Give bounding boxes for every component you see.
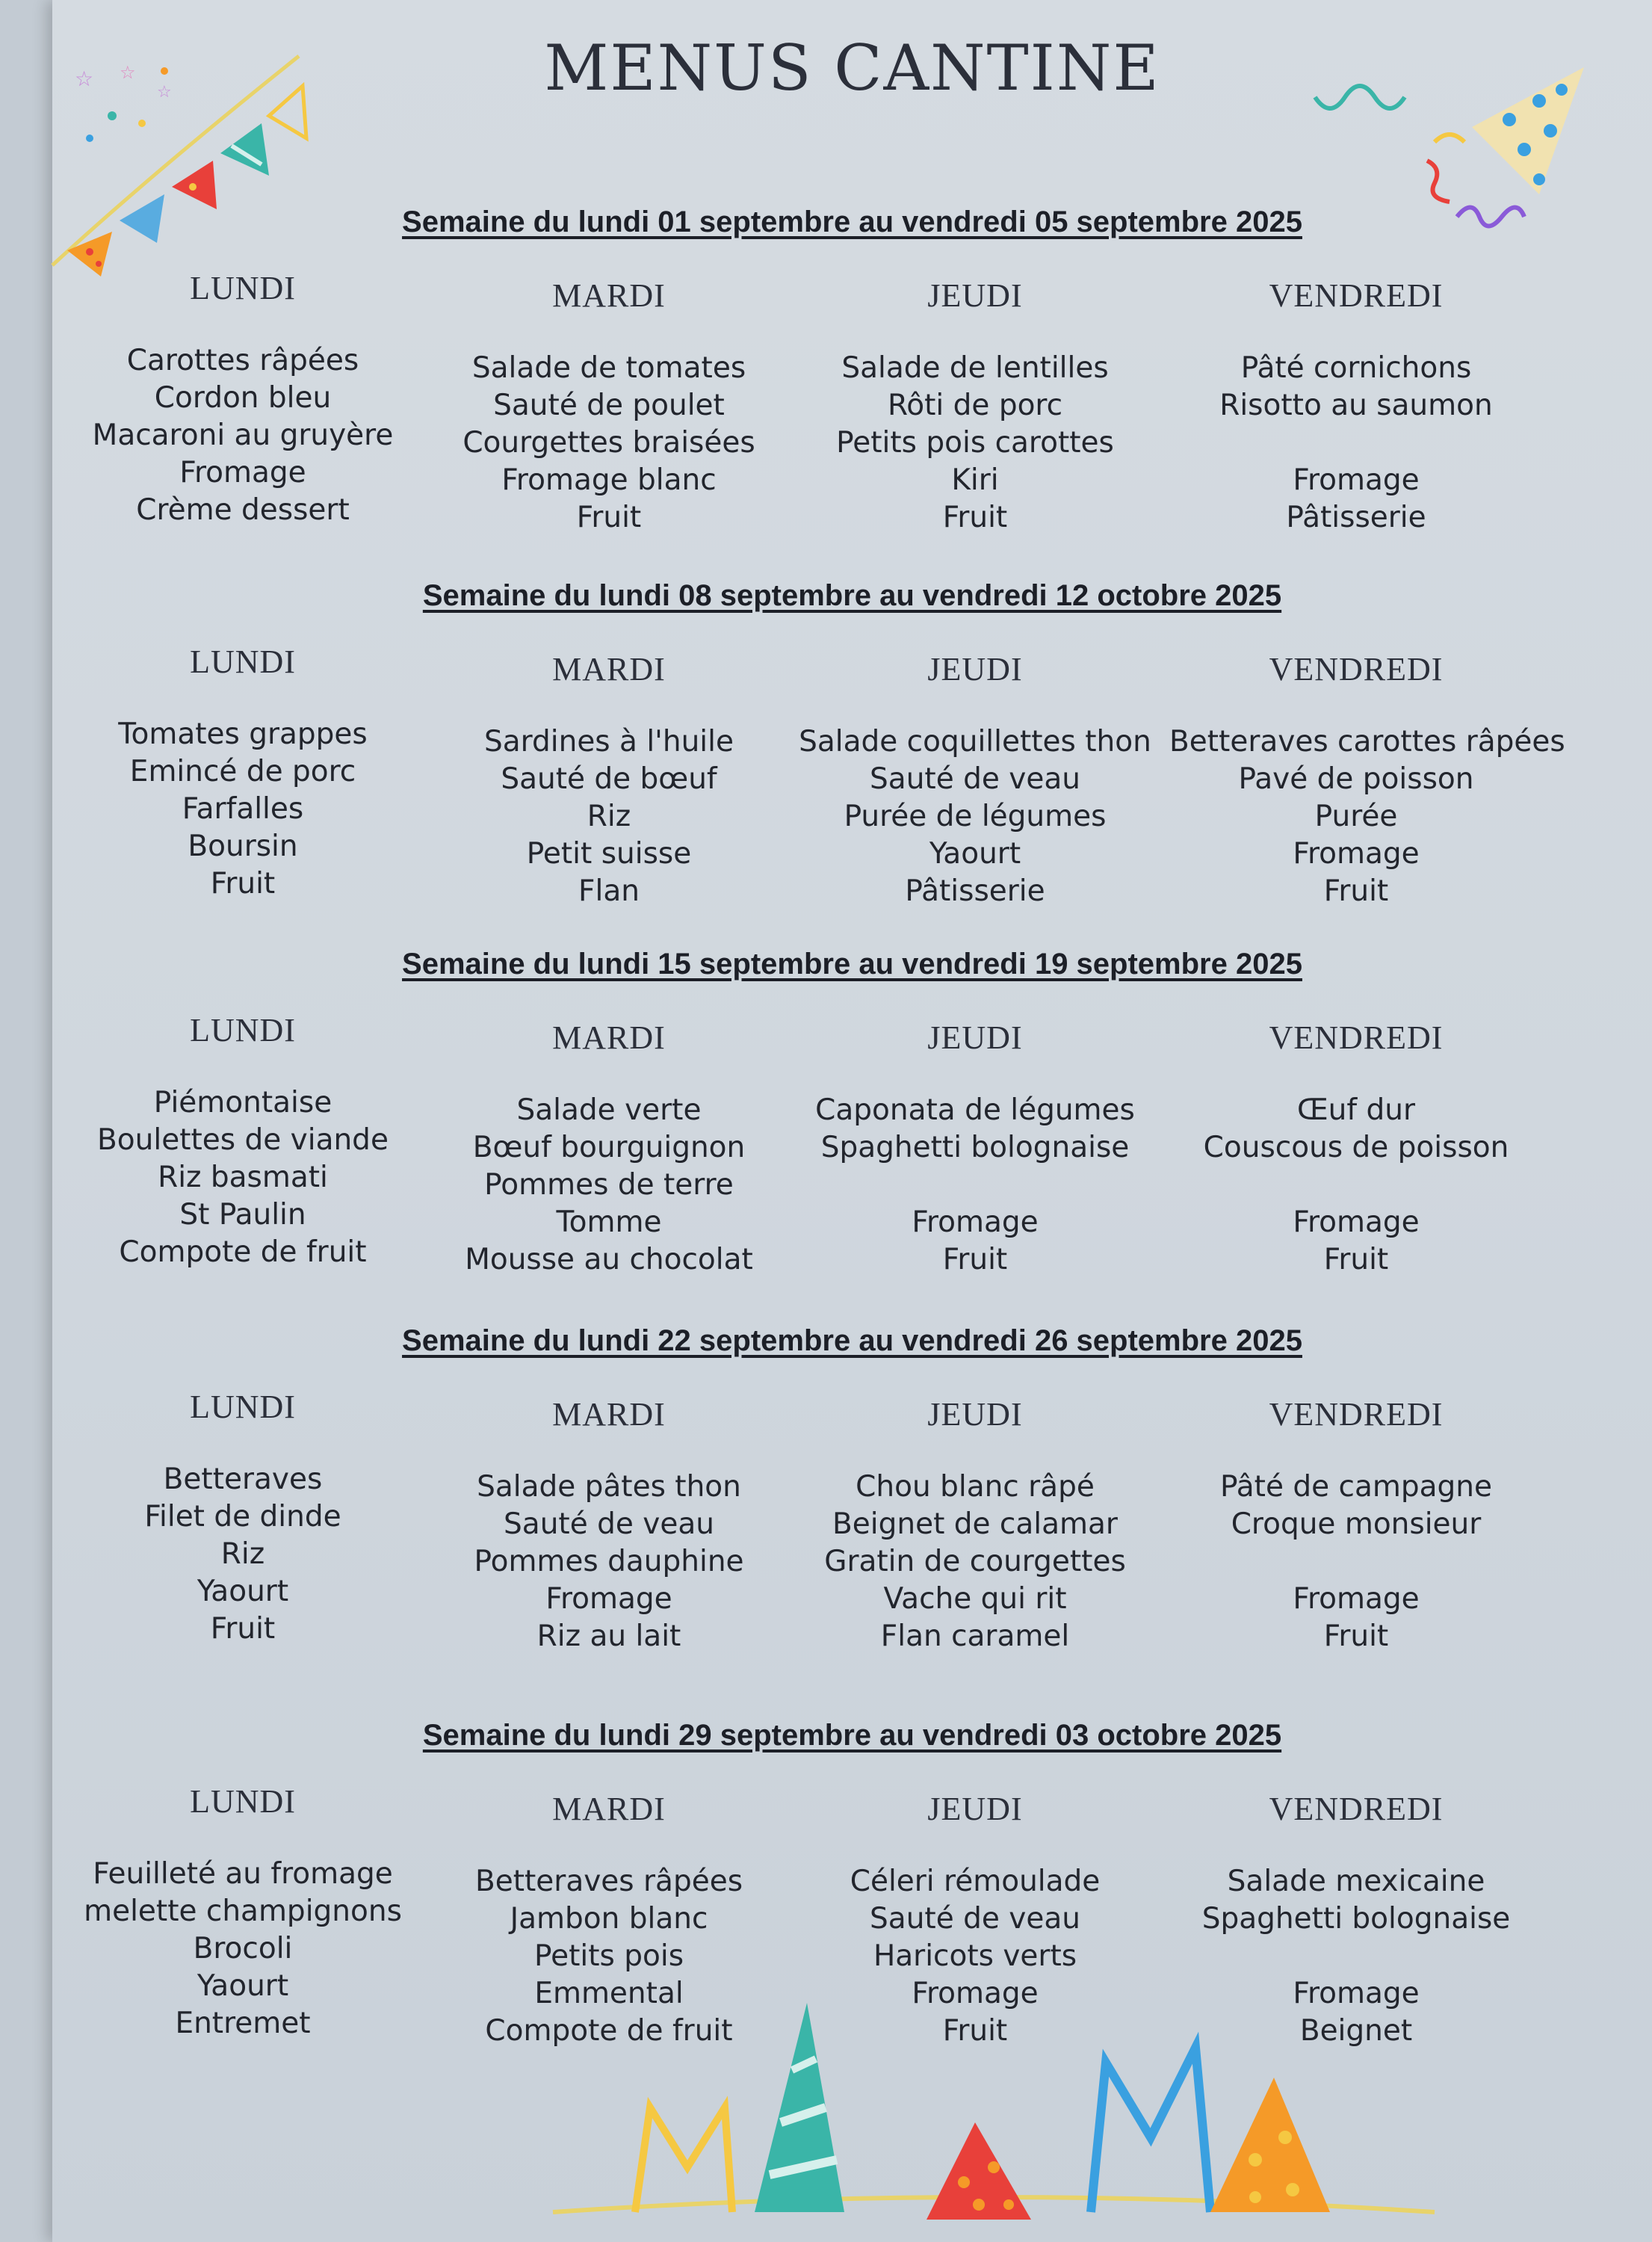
- dish-item: Fruit: [210, 1612, 276, 1646]
- dish-item: Emmental: [534, 1977, 684, 2010]
- dish-item: Fromage: [1293, 837, 1420, 871]
- day-name: LUNDI: [190, 270, 296, 306]
- week-heading: Semaine du lundi 22 septembre au vendredi 26 septembre 2025: [402, 1324, 1302, 1357]
- dish-item: Sauté de bœuf: [501, 762, 717, 796]
- dish-item: Haricots verts: [873, 1939, 1077, 1973]
- dish-item: Pavé de poisson: [1238, 762, 1474, 796]
- dish-item: Céleri rémoulade: [850, 1865, 1101, 1898]
- dish-item: Petits pois carottes: [836, 426, 1114, 460]
- dish-item: Fromage: [912, 1977, 1039, 2010]
- dish-item: Brocoli: [193, 1932, 293, 1965]
- day-column-lundi: [56, 1782, 430, 2042]
- page-title: MENUS CANTINE: [544, 31, 1160, 105]
- dish-item: Fromage: [179, 456, 306, 490]
- dish-item: Fromage: [1293, 1205, 1420, 1239]
- dish-item: Betteraves carottes râpées: [1169, 725, 1565, 759]
- dish-item: Purée de légumes: [844, 800, 1107, 833]
- party-hat-icon: [1300, 52, 1599, 291]
- day-name: LUNDI: [190, 1783, 296, 1820]
- day-name: VENDREDI: [1269, 1791, 1444, 1827]
- dish-item: Fromage: [1293, 463, 1420, 497]
- dish-item: Cordon bleu: [154, 381, 332, 415]
- week-heading: Semaine du lundi 29 septembre au vendredi 03 octobre 2025: [422, 1719, 1282, 1752]
- bunting-icon: [45, 41, 314, 280]
- day-column-jeudi: [788, 1019, 1162, 1279]
- dish-item: [1169, 1938, 1543, 1975]
- dish-item: Chou blanc râpé: [856, 1470, 1095, 1504]
- dish-item: Flan: [578, 874, 640, 908]
- dish-item: Salade de tomates: [471, 351, 746, 385]
- day-column-lundi: [56, 269, 430, 529]
- dish-item: Emincé de porc: [129, 755, 356, 788]
- dish-item: Rôti de porc: [887, 389, 1063, 422]
- dish-item: Fruit: [942, 501, 1008, 534]
- dish-item: Filet de dinde: [144, 1500, 341, 1534]
- day-column-jeudi: [788, 650, 1162, 910]
- dish-item: Pâtisserie: [905, 874, 1045, 908]
- day-name: MARDI: [552, 651, 666, 688]
- dish-item: Fruit: [1323, 874, 1389, 908]
- dish-item: Fruit: [1323, 1619, 1389, 1653]
- dish-item: Pâtisserie: [1286, 501, 1426, 534]
- dish-item: Salade pâtes thon: [477, 1470, 741, 1504]
- day-name: JEUDI: [927, 1019, 1023, 1056]
- dish-item: Tomme: [556, 1205, 662, 1239]
- party-hats-letters-icon: [538, 1988, 1457, 2242]
- day-column-vendredi: [1169, 650, 1565, 910]
- dish-item: Salade verte: [516, 1093, 702, 1127]
- dish-item: Fruit: [576, 501, 642, 534]
- dish-item: Fruit: [210, 867, 276, 901]
- dish-item: Pommes de terre: [484, 1168, 734, 1202]
- dish-item: Betteraves râpées: [474, 1865, 743, 1898]
- day-name: JEUDI: [927, 277, 1023, 314]
- dish-item: Riz: [587, 800, 631, 833]
- dish-item: Boursin: [188, 830, 298, 863]
- dish-item: Jambon blanc: [510, 1902, 708, 1936]
- dish-item: Purée: [1314, 800, 1398, 833]
- svg-text:☆: ☆: [120, 62, 136, 83]
- day-name: LUNDI: [190, 643, 296, 680]
- dish-item: Couscous de poisson: [1203, 1131, 1509, 1164]
- dish-item: Salade coquillettes thon: [799, 725, 1151, 759]
- day-name: VENDREDI: [1269, 1019, 1444, 1056]
- dish-item: Gratin de courgettes: [824, 1545, 1126, 1578]
- day-column-mardi: [422, 1019, 796, 1279]
- dish-item: Fruit: [942, 1243, 1008, 1276]
- day-name: LUNDI: [190, 1012, 296, 1049]
- underlying-sheet: [0, 0, 60, 2242]
- dish-item: Petits pois: [533, 1939, 684, 1973]
- day-name: MARDI: [552, 1791, 666, 1827]
- day-column-mardi: [422, 1395, 796, 1655]
- dish-item: Bœuf bourguignon: [472, 1131, 746, 1164]
- dish-item: [1169, 424, 1543, 462]
- dish-item: Spaghetti bolognaise: [820, 1131, 1130, 1164]
- dish-item: Sauté de veau: [504, 1507, 714, 1541]
- day-name: VENDREDI: [1269, 651, 1444, 688]
- day-column-mardi: [422, 277, 796, 537]
- day-name: JEUDI: [927, 651, 1023, 688]
- dish-item: Riz basmati: [158, 1161, 328, 1194]
- day-name: MARDI: [552, 1019, 666, 1056]
- menu-sheet: [52, 0, 1652, 2242]
- day-name: LUNDI: [190, 1389, 296, 1425]
- svg-text:☆: ☆: [75, 67, 94, 91]
- dish-item: Croque monsieur: [1231, 1507, 1482, 1541]
- dish-item: Fromage: [1293, 1582, 1420, 1616]
- week-heading: Semaine du lundi 08 septembre au vendredi 12 octobre 2025: [422, 579, 1282, 612]
- dish-item: Kiri: [951, 463, 999, 497]
- dish-item: Pâté de campagne: [1220, 1470, 1492, 1504]
- day-column-jeudi: [788, 277, 1162, 537]
- dish-item: Tomates grappes: [118, 717, 368, 751]
- day-name: JEUDI: [927, 1791, 1023, 1827]
- dish-item: Caponata de légumes: [815, 1093, 1135, 1127]
- day-column-lundi: [56, 643, 430, 903]
- dish-item: Feuilleté au fromage: [93, 1857, 393, 1891]
- dish-item: Courgettes braisées: [463, 426, 755, 460]
- dish-item: Pommes dauphine: [474, 1545, 744, 1578]
- svg-text:☆: ☆: [157, 83, 172, 102]
- day-name: VENDREDI: [1269, 1396, 1444, 1433]
- day-column-mardi: [422, 650, 796, 910]
- day-name: JEUDI: [927, 1396, 1023, 1433]
- dish-item: Œuf dur: [1296, 1093, 1416, 1127]
- dish-item: Fromage: [1293, 1977, 1420, 2010]
- dish-item: Beignet: [1299, 2014, 1413, 2048]
- dish-item: St Paulin: [179, 1198, 306, 1232]
- dish-item: Yaourt: [929, 837, 1021, 871]
- dish-item: Fruit: [1323, 1243, 1389, 1276]
- dish-item: Pâté cornichons: [1240, 351, 1472, 385]
- dish-item: Crème dessert: [136, 493, 350, 527]
- dish-item: Boulettes de viande: [97, 1123, 389, 1157]
- dish-item: Fromage: [545, 1582, 672, 1616]
- day-column-vendredi: [1169, 277, 1543, 537]
- dish-item: melette champignons: [84, 1894, 402, 1928]
- dish-item: Fruit: [942, 2014, 1008, 2048]
- dish-item: Betteraves: [163, 1463, 323, 1496]
- dish-item: Macaroni au gruyère: [92, 419, 394, 452]
- dish-item: Compote de fruit: [119, 1235, 367, 1269]
- dish-item: Flan caramel: [880, 1619, 1070, 1653]
- dish-item: Compote de fruit: [485, 2014, 733, 2048]
- week-heading: Semaine du lundi 15 septembre au vendredi 19 septembre 2025: [402, 948, 1302, 981]
- dish-item: Carottes râpées: [126, 344, 359, 377]
- dish-item: Mousse au chocolat: [465, 1243, 753, 1276]
- dish-item: Sardines à l'huile: [484, 725, 734, 759]
- day-column-vendredi: [1169, 1019, 1543, 1279]
- dish-item: Fromage blanc: [501, 463, 717, 497]
- dish-item: Yaourt: [197, 1575, 289, 1608]
- day-name: VENDREDI: [1269, 277, 1444, 314]
- dish-item: Vache qui rit: [883, 1582, 1067, 1616]
- dish-item: [788, 1167, 1162, 1204]
- day-column-vendredi: [1169, 1395, 1543, 1655]
- dish-item: Petit suisse: [526, 837, 692, 871]
- dish-item: Beignet de calamar: [832, 1507, 1118, 1541]
- dish-item: Sauté de veau: [870, 762, 1080, 796]
- dish-item: Riz au lait: [536, 1619, 681, 1653]
- dish-item: Piémontaise: [153, 1086, 332, 1120]
- dish-item: Fromage: [912, 1205, 1039, 1239]
- dish-item: Riz: [220, 1537, 265, 1571]
- week-heading: Semaine du lundi 01 septembre au vendredi 05 septembre 2025: [402, 206, 1302, 238]
- day-name: MARDI: [552, 277, 666, 314]
- day-name: MARDI: [552, 1396, 666, 1433]
- dish-item: Salade mexicaine: [1227, 1865, 1485, 1898]
- dish-item: Entremet: [175, 2007, 311, 2040]
- dish-item: Yaourt: [197, 1969, 289, 2003]
- dish-item: [1169, 1543, 1543, 1581]
- day-column-lundi: [56, 1011, 430, 1271]
- day-column-lundi: [56, 1388, 430, 1648]
- dish-item: [1169, 1167, 1543, 1204]
- dish-item: Sauté de veau: [870, 1902, 1080, 1936]
- dish-item: Salade de lentilles: [841, 351, 1109, 385]
- dish-item: Farfalles: [182, 792, 304, 826]
- dish-item: Risotto au saumon: [1219, 389, 1493, 422]
- dish-item: Sauté de poulet: [493, 389, 725, 422]
- dish-item: Spaghetti bolognaise: [1201, 1902, 1511, 1936]
- day-column-jeudi: [788, 1395, 1162, 1655]
